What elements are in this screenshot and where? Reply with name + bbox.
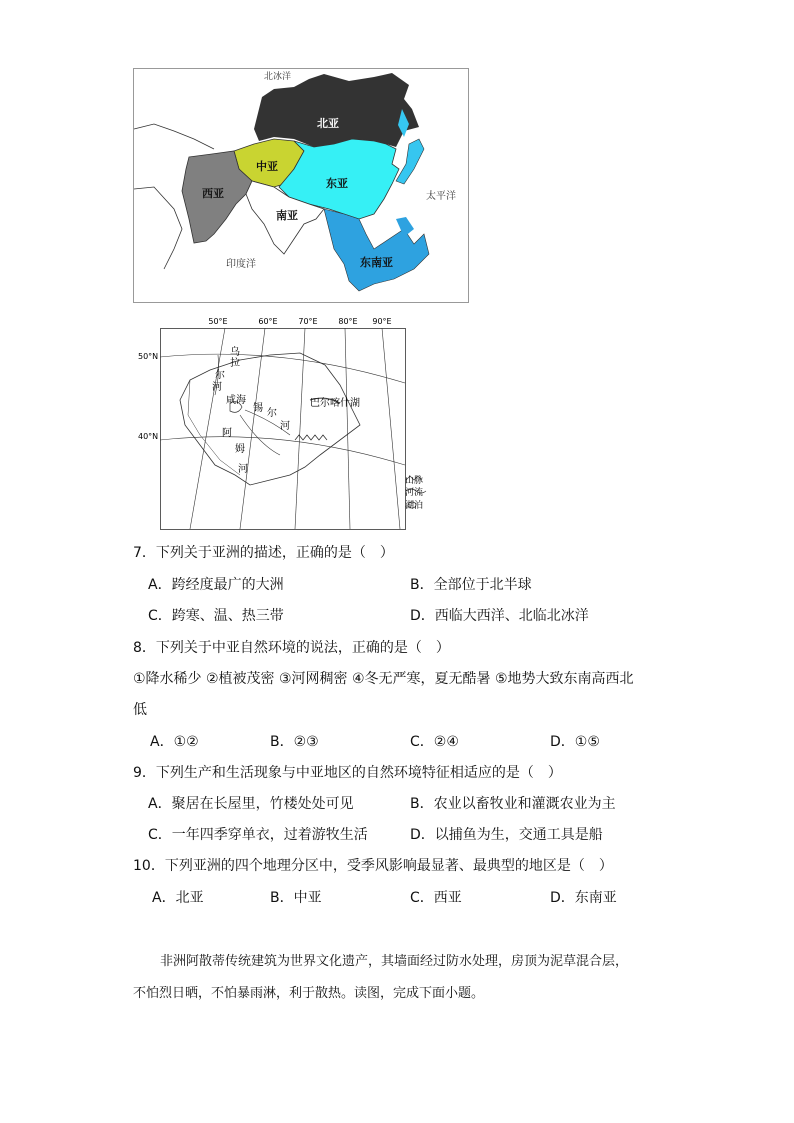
q9-option-d[interactable]: D．以捕鱼为生，交通工具是船: [410, 827, 603, 843]
amu-char-1: 阿: [222, 428, 232, 439]
q8-option-a[interactable]: A．①②: [150, 734, 199, 750]
legend-mountains: 山脉: [405, 476, 424, 486]
lon-90: 90°E: [372, 317, 392, 326]
syr-char-1: 锡: [253, 403, 263, 414]
asia-regions-map: [133, 68, 469, 303]
label-south-asia: 南亚: [276, 209, 298, 222]
question-7-stem: 7．下列关于亚洲的描述，正确的是（ ）: [133, 545, 394, 561]
ural-char-3: 尔: [215, 370, 225, 381]
question-10-stem: 10．下列亚洲的四个地理分区中，受季风影响最显著、最典型的地区是（ ）: [133, 858, 613, 874]
label-indian-ocean: 印度洋: [226, 259, 256, 270]
balkhash-label: 巴尔喀什湖: [310, 398, 360, 409]
central-asia-map: [138, 315, 424, 530]
lon-50: 50°E: [208, 317, 228, 326]
legend-lakes: 湖泊: [405, 501, 424, 511]
passage-line-2: 不怕烈日晒，不怕暴雨淋，利于散热。读图，完成下面小题。: [133, 986, 485, 1001]
q10-option-d[interactable]: D．东南亚: [550, 890, 617, 906]
q7-option-d[interactable]: D．西临大西洋、北临北冰洋: [410, 608, 589, 624]
label-southeast-asia: 东南亚: [360, 256, 393, 269]
q9-option-c[interactable]: C．一年四季穿单衣，过着游牧生活: [148, 827, 368, 843]
q8-option-d[interactable]: D．①⑤: [550, 734, 600, 750]
label-north-asia: 北亚: [317, 117, 339, 130]
q7-option-c[interactable]: C．跨寒、温、热三带: [148, 608, 284, 624]
lon-80: 80°E: [338, 317, 358, 326]
label-pacific: 太平洋: [426, 191, 456, 202]
q7-option-b[interactable]: B．全部位于北半球: [410, 577, 532, 593]
question-8-stem: 8．下列关于中亚自然环境的说法，正确的是（ ）: [133, 640, 450, 656]
japan-region: [396, 139, 424, 184]
lon-60: 60°E: [258, 317, 278, 326]
africa-edge: [134, 187, 182, 269]
passage-line-1: 非洲阿散蒂传统建筑为世界文化遗产，其墙面经过防水处理，房顶为泥草混合层，: [160, 954, 629, 969]
q10-option-b[interactable]: B．中亚: [270, 890, 322, 906]
europe-edge: [134, 124, 214, 149]
syr-char-2: 尔: [267, 408, 277, 419]
q9-option-a[interactable]: A．聚居在长屋里，竹楼处处可见: [148, 796, 354, 812]
question-8-statements-cont: 低: [133, 702, 147, 718]
lat-50: 50°N: [138, 352, 159, 361]
question-9-stem: 9．下列生产和生活现象与中亚地区的自然环境特征相适应的是（ ）: [133, 765, 562, 781]
amu-char-2: 姆: [235, 444, 245, 455]
lon-70: 70°E: [298, 317, 318, 326]
southeast-asia-region: [324, 209, 429, 291]
q7-option-a[interactable]: A．跨经度最广的大洲: [148, 577, 284, 593]
label-central-asia: 中亚: [256, 160, 278, 173]
q9-option-b[interactable]: B．农业以畜牧业和灌溉农业为主: [410, 796, 616, 812]
aral-sea-label: 咸海: [226, 395, 246, 406]
q8-option-b[interactable]: B．②③: [270, 734, 319, 750]
question-8-statements: ①降水稀少 ②植被茂密 ③河网稠密 ④冬无严寒，夏无酷暑 ⑤地势大致东南高西北: [133, 671, 634, 687]
label-arctic-ocean: 北冰洋: [264, 72, 292, 82]
label-west-asia: 西亚: [202, 187, 224, 200]
amu-char-3: 河: [238, 464, 248, 475]
legend-rivers: 河流: [405, 488, 424, 498]
ural-char-1: 乌: [230, 347, 240, 358]
q10-option-a[interactable]: A．北亚: [152, 890, 204, 906]
q10-option-c[interactable]: C．西亚: [410, 890, 462, 906]
q8-option-c[interactable]: C．②④: [410, 734, 459, 750]
north-asia-region: [254, 73, 419, 147]
lat-40: 40°N: [138, 432, 159, 441]
label-east-asia: 东亚: [326, 177, 348, 190]
ural-char-2: 拉: [230, 358, 240, 369]
ural-char-4: 河: [212, 382, 222, 393]
syr-char-3: 河: [280, 421, 290, 432]
